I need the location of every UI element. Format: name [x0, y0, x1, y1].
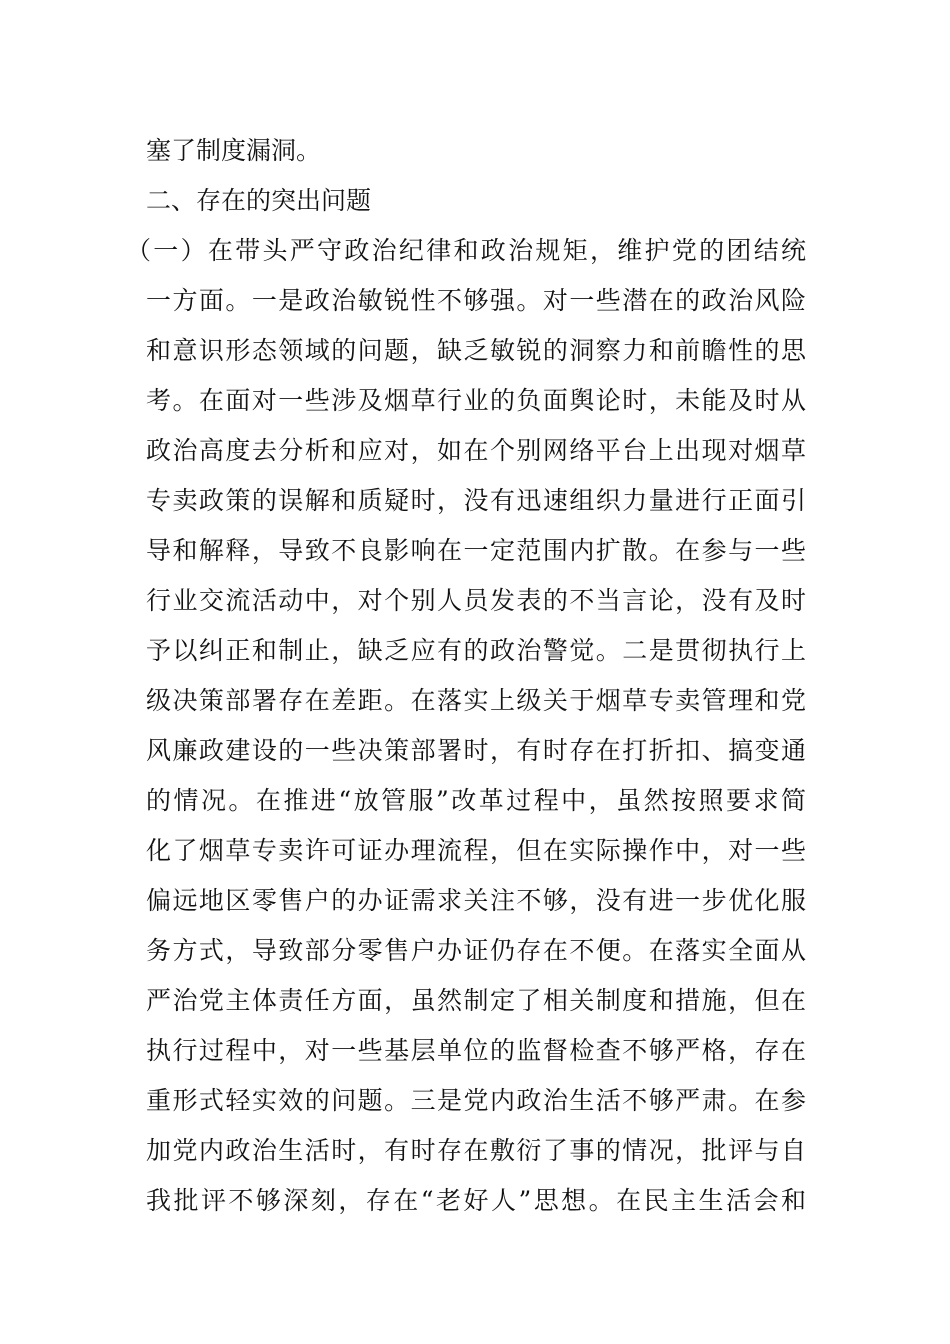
paragraph-line: 政治高度去分析和应对，如在个别网络平台上出现对烟草: [146, 436, 806, 465]
body-text: [126, 126, 806, 1226]
paragraph-line: 一方面。一是政治敏锐性不够强。对一些潜在的政治风险: [146, 286, 806, 315]
paragraph-line: 严治党主体责任方面，虽然制定了相关制度和措施，但在: [146, 986, 806, 1015]
paragraph-line: 行业交流活动中，对个别人员发表的不当言论，没有及时: [146, 586, 806, 615]
paragraph-line: 加党内政治生活时，有时存在敷衍了事的情况，批评与自: [146, 1136, 806, 1165]
paragraph-line: 的情况。在推进“放管服”改革过程中，虽然按照要求简: [146, 786, 806, 815]
paragraph-line: 重形式轻实效的问题。三是党内政治生活不够严肃。在参: [146, 1086, 806, 1115]
paragraph-line: 化了烟草专卖许可证办理流程，但在实际操作中，对一些: [146, 836, 806, 865]
paragraph-line: 偏远地区零售户的办证需求关注不够，没有进一步优化服: [146, 886, 806, 915]
paragraph-line: 和意识形态领域的问题，缺乏敏锐的洞察力和前瞻性的思: [146, 336, 806, 365]
paragraph-line: 考。在面对一些涉及烟草行业的负面舆论时，未能及时从: [146, 386, 806, 415]
paragraph-line: 执行过程中，对一些基层单位的监督检查不够严格，存在: [146, 1036, 806, 1065]
paragraph-line: 予以纠正和制止，缺乏应有的政治警觉。二是贯彻执行上: [146, 636, 806, 665]
paragraph-line: 级决策部署存在差距。在落实上级关于烟草专卖管理和党: [146, 686, 806, 715]
paragraph-line: 我批评不够深刻，存在“老好人”思想。在民主生活会和: [146, 1186, 806, 1215]
paragraph-line: 务方式，导致部分零售户办证仍存在不便。在落实全面从: [146, 936, 806, 965]
section-heading: 二、存在的突出问题: [146, 186, 372, 215]
paragraph-line: 风廉政建设的一些决策部署时，有时存在打折扣、搞变通: [146, 736, 806, 765]
paragraph-line: （一）在带头严守政治纪律和政治规矩，维护党的团结统: [126, 236, 806, 265]
paragraph-line: 塞了制度漏洞。: [146, 136, 322, 165]
paragraph-line: 导和解释，导致不良影响在一定范围内扩散。在参与一些: [146, 536, 806, 565]
paragraph-line: 专卖政策的误解和质疑时，没有迅速组织力量进行正面引: [146, 486, 806, 515]
